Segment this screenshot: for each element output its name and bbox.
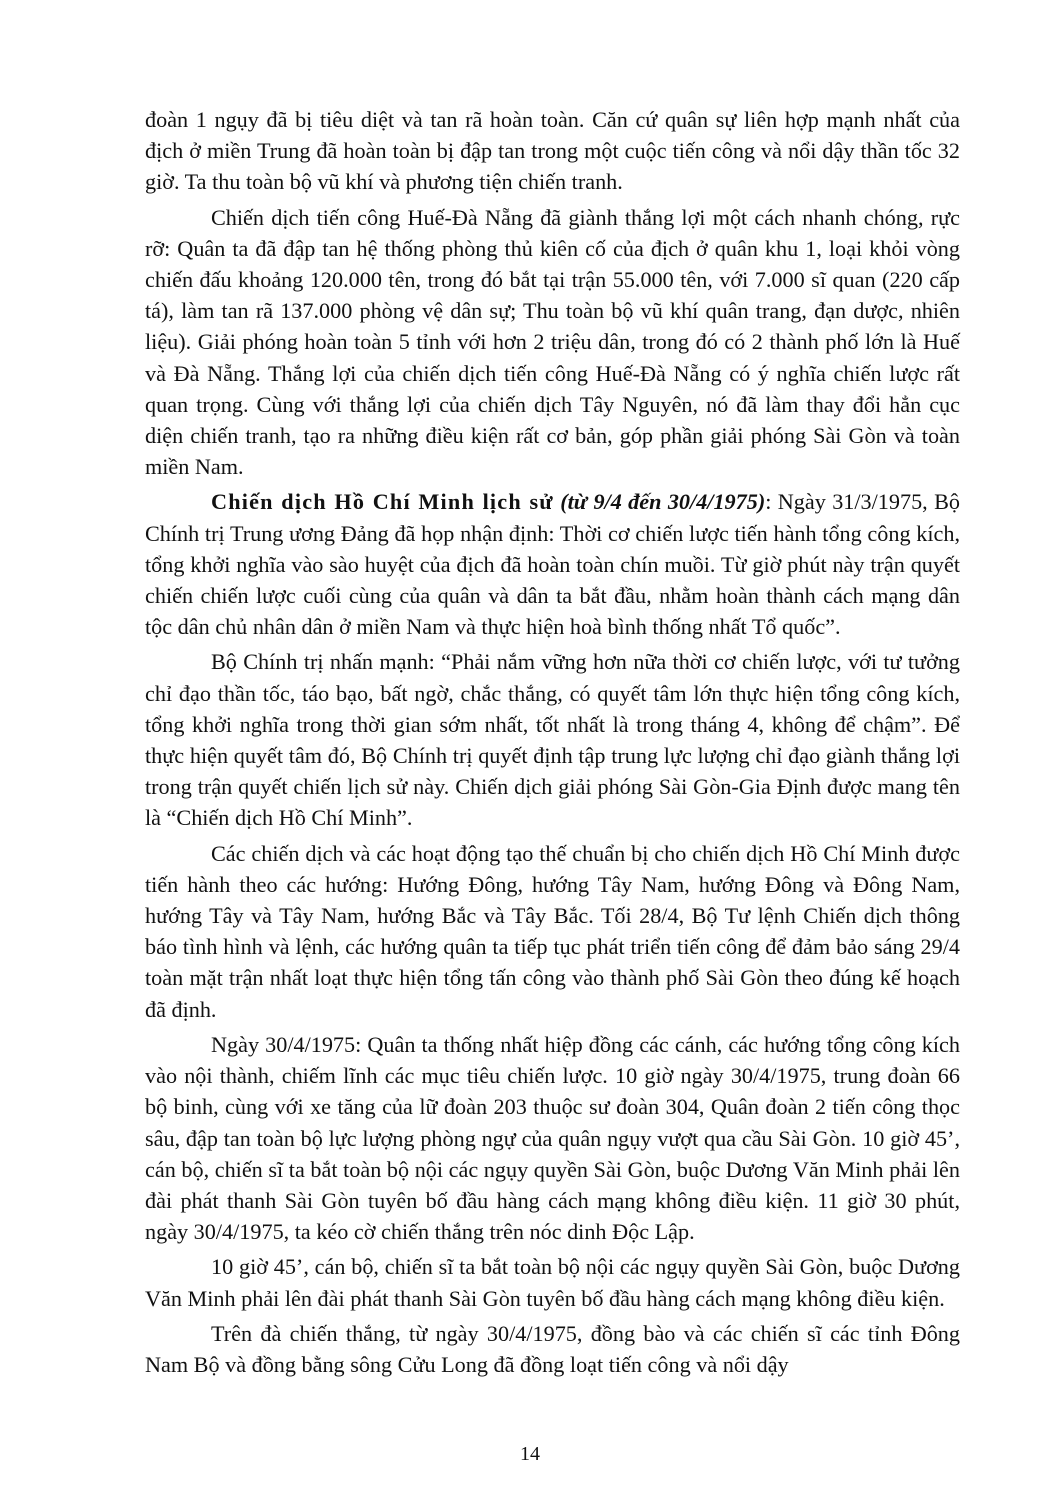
paragraph-hue-danang-campaign: Chiến dịch tiến công Huế-Đà Nẵng đã giành thắng lợi một cách nhanh chóng, rực rỡ: Quân ta đã đập tan hệ thống phòng thủ kiên cố của địch ở quân khu 1, loại khỏi vòng chiến đấu khoảng 120.000 tên, trong đó bắt tại trận 55.000 tên, với 7.000 sĩ quan (220 cấp tá), làm tan rã 137.000 phòng vệ dân sự; Thu toàn bộ vũ khí quân trang, đạn dược, nhiên liệu). Giải phóng hoàn toàn 5 tỉnh với hơn 2 triệu dân, trong đó có 2 thành phố lớn là Huế và Đà Nẵng. Thắng lợi của chiến dịch tiến công Huế-Đà Nẵng có ý nghĩa chiến lược rất quan trọng. Cùng với thắng lợi của chiến dịch Tây Nguyên, nó đã làm thay đổi hẳn cục diện chiến tranh, tạo ra những điều kiện rất cơ bản, góp phần giải phóng Sài Gòn và toàn miền Nam. (145, 204, 960, 480)
paragraph-body: : Ngày 31/3/1975, Bộ Chính trị Trung ương Đảng đã họp nhận định: Thời cơ chiến lược tiến hành tổng công kích, tổng khởi nghĩa vào sào huyệt của địch đã hoàn toàn chín muồi. Từ giờ phút này trận quyết chiến chiến lược cuối cùng của quân và dân ta bắt đầu, nhằm hoàn thành cách mạng dân tộc dân chủ nhân dân ở miền Nam và thực hiện hoà bình thống nhất Tổ quốc”. (145, 489, 961, 640)
page-number: 14 (520, 1443, 540, 1465)
document-page (145, 104, 960, 1384)
paragraph-ho-chi-minh-campaign (145, 486, 960, 642)
paragraph-momentum: Trên đà chiến thắng, từ ngày 30/4/1975, đồng bào và các chiến sĩ các tỉnh Đông Nam Bộ và đồng bằng sông Cửu Long đã đồng loạt tiến công và nổi dậy (145, 1320, 960, 1377)
paragraph-politburo-emphasis: Bộ Chính trị nhấn mạnh: “Phải nắm vững hơn nữa thời cơ chiến lược, với tư tưởng chỉ đạo thần tốc, táo bạo, bất ngờ, chắc thắng, có quyết tâm lớn thực hiện tổng công kích, tổng khởi nghĩa trong thời gian sớm nhất, tốt nhất là trong tháng 4, không để chậm”. Để thực hiện quyết tâm đó, Bộ Chính trị quyết định tập trung lực lượng chỉ đạo giành thắng lợi trong trận quyết chiến lịch sử này. Chiến dịch giải phóng Sài Gòn-Gia Định được mang tên là “Chiến dịch Hồ Chí Minh”. (145, 649, 960, 831)
paragraph-surrender: 10 giờ 45’, cán bộ, chiến sĩ ta bắt toàn bộ nội các ngụy quyền Sài Gòn, buộc Dương Văn Minh phải lên đài phát thanh Sài Gòn tuyên bố đầu hàng cách mạng không điều kiện. (145, 1254, 960, 1311)
section-heading: Chiến dịch Hồ Chí Minh lịch sử (211, 489, 554, 515)
section-heading-dates: (từ 9/4 đến 30/4/1975) (560, 489, 766, 515)
paragraph-hue-danang-summary: đoàn 1 ngụy đã bị tiêu diệt và tan rã hoàn toàn. Căn cứ quân sự liên hợp mạnh nhất của địch ở miền Trung đã hoàn toàn bị đập tan trong một cuộc tiến công và nổi dậy thần tốc 32 giờ. Ta thu toàn bộ vũ khí và phương tiện chiến tranh. (145, 107, 960, 195)
paragraph-campaign-directions: Các chiến dịch và các hoạt động tạo thế chuẩn bị cho chiến dịch Hồ Chí Minh được tiến hành theo các hướng: Hướng Đông, hướng Tây Nam, hướng Đông và Đông Nam, hướng Tây và Tây Nam, hướng Bắc và Tây Bắc. Tối 28/4, Bộ Tư lệnh Chiến dịch thông báo tình hình và lệnh, các hướng quân ta tiếp tục phát triển tiến công để đảm bảo sáng 29/4 toàn mặt trận nhất loạt thực hiện tổng tấn công vào thành phố Sài Gòn theo đúng kế hoạch đã định. (145, 840, 960, 1022)
paragraph-april-30: Ngày 30/4/1975: Quân ta thống nhất hiệp đồng các cánh, các hướng tổng công kích vào nội thành, chiếm lĩnh các mục tiêu chiến lược. 10 giờ ngày 30/4/1975, trung đoàn 66 bộ binh, cùng với xe tăng của lữ đoàn 203 thuộc sư đoàn 304, Quân đoàn 2 tiến công thọc sâu, đập tan toàn bộ lực lượng phòng ngự của quân ngụy vượt qua cầu Sài Gòn. 10 giờ 45’, cán bộ, chiến sĩ ta bắt toàn bộ nội các ngụy quyền Sài Gòn, buộc Dương Văn Minh phải lên đài phát thanh Sài Gòn tuyên bố đầu hàng cách mạng không điều kiện. 11 giờ 30 phút, ngày 30/4/1975, ta kéo cờ chiến thắng trên nóc dinh Độc Lập. (145, 1031, 960, 1245)
